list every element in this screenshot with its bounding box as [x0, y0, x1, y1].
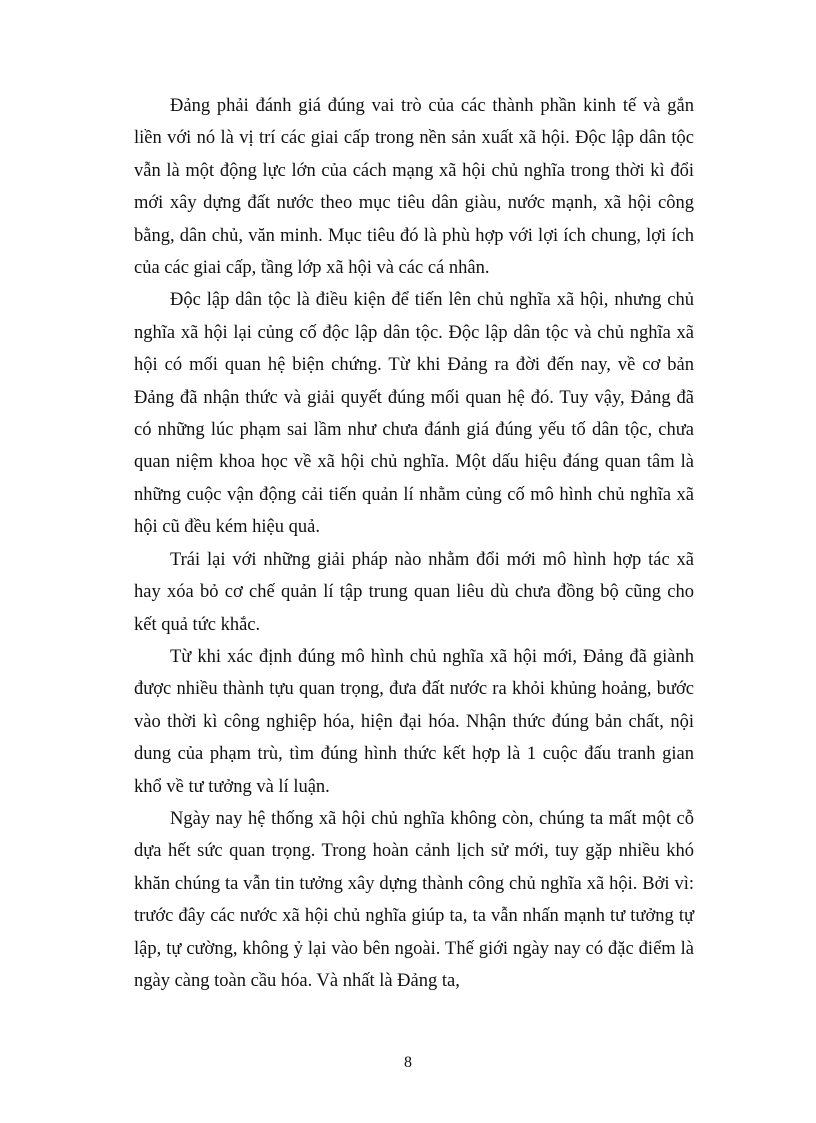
- page-number: 8: [404, 1054, 412, 1071]
- paragraph-2: Độc lập dân tộc là điều kiện để tiến lên chủ nghĩa xã hội, nhưng chủ nghĩa xã hội lại củng cố độc lập dân tộc. Độc lập dân tộc và chủ nghĩa xã hội có mối quan hệ biện chứng. Từ khi Đảng ra đời đến nay, về cơ bản Đảng đã nhận thức và giải quyết đúng mối quan hệ đó. Tuy vậy, Đảng đã có những lúc phạm sai lầm như chưa đánh giá đúng yếu tố dân tộc, chưa quan niệm khoa học về xã hội chủ nghĩa. Một dấu hiệu đáng quan tâm là những cuộc vận động cải tiến quản lí nhằm củng cố mô hình chủ nghĩa xã hội cũ đều kém hiệu quả.: [134, 290, 694, 538]
- paragraph-1: Đảng phải đánh giá đúng vai trò của các thành phần kinh tế và gắn liền với nó là vị trí các giai cấp trong nền sản xuất xã hội. Độc lập dân tộc vẫn là một động lực lớn của cách mạng xã hội chủ nghĩa trong thời kì đổi mới xây dựng đất nước theo mục tiêu dân giàu, nước mạnh, xã hội công bằng, dân chủ, văn minh. Mục tiêu đó là phù hợp với lợi ích chung, lợi ích của các giai cấp, tầng lớp xã hội và các cá nhân.: [134, 96, 694, 279]
- paragraph-4: Từ khi xác định đúng mô hình chủ nghĩa xã hội mới, Đảng đã giành được nhiều thành tựu quan trọng, đưa đất nước ra khỏi khủng hoảng, bước vào thời kì công nghiệp hóa, hiện đại hóa. Nhận thức đúng bản chất, nội dung của phạm trù, tìm đúng hình thức kết hợp là 1 cuộc đấu tranh gian khổ về tư tưởng và lí luận.: [134, 646, 694, 797]
- paragraph-5: Ngày nay hệ thống xã hội chủ nghĩa không còn, chúng ta mất một cỗ dựa hết sức quan trọng. Trong hoàn cảnh lịch sử mới, tuy gặp nhiều khó khăn chúng ta vẫn tin tưởng xây dựng thành công chủ nghĩa xã hội. Bởi vì: trước đây các nước xã hội chủ nghĩa giúp ta, ta vẫn nhấn mạnh tư tưởng tự lập, tự cường, không ỷ lại vào bên ngoài. Thế giới ngày nay có đặc điểm là ngày càng toàn cầu hóa. Và nhất là Đảng ta,: [134, 808, 694, 991]
- paragraph-3: Trái lại với những giải pháp nào nhằm đổi mới mô hình hợp tác xã hay xóa bỏ cơ chế quản lí tập trung quan liêu dù chưa đồng bộ cũng cho kết quả tức khắc.: [134, 549, 694, 635]
- body-text: [134, 90, 694, 997]
